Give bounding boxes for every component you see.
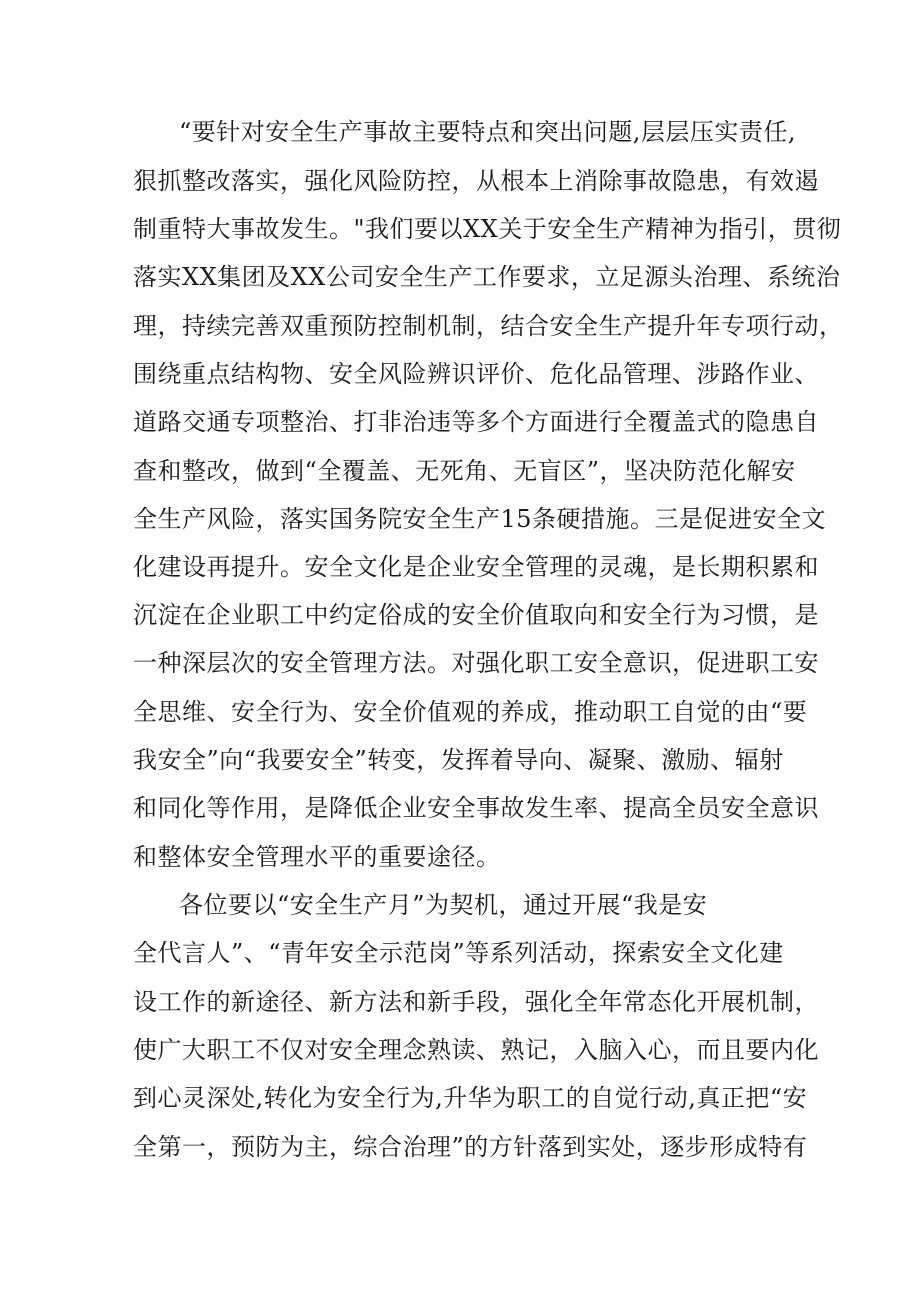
paragraph-1-line-6: 围绕重点结构物、安全风险辨识评价、危化品管理、涉路作业、 (133, 360, 819, 388)
paragraph-1-line-8: 查和整改，做到“全覆盖、无死角、无盲区”，坚决防范化解安 (133, 457, 796, 485)
paragraph-1-line-16: 和整体安全管理水平的重要途径。 (133, 843, 501, 871)
paragraph-1-line-4: 落实XX集团及XX公司安全生产工作要求，立足源头治理、系统治 (133, 263, 841, 291)
paragraph-1-line-5: 理，持续完善双重预防控制机制，结合安全生产提升年专项行动， (133, 312, 844, 340)
paragraph-1-line-1: “要针对安全生产事故主要特点和突出问题,层层压实责任, (179, 118, 797, 146)
paragraph-1-line-12: 一种深层次的安全管理方法。对强化职工安全意识，促进职工安 (133, 649, 819, 677)
paragraph-2-line-1: 各位要以“安全生产月”为契机，通过开展“我是安 (179, 891, 708, 919)
paragraph-2-line-3: 设工作的新途径、新方法和新手段，强化全年常态化开展机制， (133, 988, 819, 1016)
paragraph-2-line-2: 全代言人”、“青年安全示范岗”等系列活动，探索安全文化建 (133, 939, 784, 967)
paragraph-2-line-6: 全第一，预防为主，综合治理”的方针落到实处，逐步形成特有 (133, 1133, 808, 1161)
paragraph-2-line-5: 到心灵深处,转化为安全行为,升华为职工的自觉行动,真正把“安 (133, 1084, 808, 1112)
paragraph-2-line-4: 使广大职工不仅对安全理念熟读、熟记，入脑入心，而且要内化 (133, 1036, 819, 1064)
paragraph-1-line-10: 化建设再提升。安全文化是企业安全管理的灵魂，是长期积累和 (133, 553, 819, 581)
paragraph-1-line-7: 道路交通专项整治、打非治违等多个方面进行全覆盖式的隐患自 (133, 408, 819, 436)
paragraph-1-line-9: 全生产风险，落实国务院安全生产15条硬措施。三是促进安全文 (133, 505, 827, 533)
paragraph-1-line-13: 全思维、安全行为、安全价值观的养成，推动职工自觉的由“要 (133, 698, 808, 726)
paragraph-1-line-2: 狠抓整改落实，强化风险防控，从根本上消除事故隐患，有效遏 (133, 167, 819, 195)
paragraph-1-line-14: 我安全”向“我要安全”转变，发挥着导向、凝聚、激励、辐射 (133, 746, 784, 774)
paragraph-1-line-15: 和同化等作用，是降低企业安全事故发生率、提高全员安全意识 (133, 794, 819, 822)
paragraph-1-line-11: 沉淀在企业职工中约定俗成的安全价值取向和安全行为习惯，是 (133, 601, 819, 629)
paragraph-1-line-3: 制重特大事故发生。"我们要以XX关于安全生产精神为指引，贯彻 (133, 215, 842, 243)
